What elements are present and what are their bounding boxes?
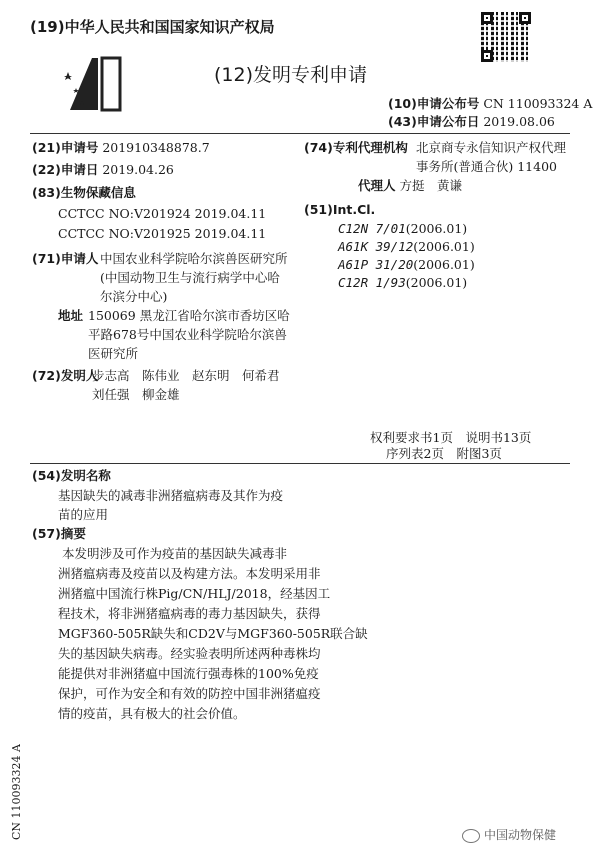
abstract-label: (57)摘要 bbox=[32, 526, 86, 541]
abstract-line: 能提供对非洲猪瘟中国流行强毒株的100%免疫 bbox=[58, 666, 319, 681]
ipc-code: C12R 1/93 bbox=[338, 275, 406, 290]
abstract-line: MGF360-505R缺失和CD2V与MGF360-505R联合缺 bbox=[58, 626, 368, 641]
bio-deposit-label: (83)生物保藏信息 bbox=[32, 185, 136, 200]
applicant-label: (71)申请人 bbox=[32, 251, 99, 266]
address-label: 地址 bbox=[58, 308, 84, 323]
pub-no-label: (10)申请公布号 bbox=[388, 96, 480, 111]
inventors-line-1: 步志高 陈伟业 赵东明 何希君 bbox=[92, 368, 280, 383]
app-date: 2019.04.26 bbox=[102, 162, 174, 177]
ipc-code: A61P 31/20 bbox=[338, 257, 414, 272]
page-count-line-2: 序列表2页 附图3页 bbox=[386, 446, 502, 461]
ipc-item bbox=[338, 257, 475, 273]
ipc-item bbox=[338, 221, 467, 237]
address-line-3: 医研究所 bbox=[88, 346, 139, 361]
agent-label: 代理人 bbox=[358, 178, 396, 193]
ipc-code: A61K 39/12 bbox=[338, 239, 414, 254]
document-type: (12)发明专利申请 bbox=[214, 64, 368, 86]
pub-no: CN 110093324 A bbox=[483, 96, 593, 111]
ipc-version: (2006.01) bbox=[413, 239, 475, 254]
inventor-label: (72)发明人 bbox=[32, 368, 99, 383]
address-line-1: 150069 黑龙江省哈尔滨市香坊区哈 bbox=[88, 308, 290, 323]
page-count-line-1: 权利要求书1页 说明书13页 bbox=[370, 430, 532, 445]
agency-label: (74)专利代理机构 bbox=[304, 140, 408, 155]
applicant-line-2: (中国动物卫生与流行病学中心哈 bbox=[100, 270, 280, 285]
abstract-line: 保护，可作为安全和有效的防控中国非洲猪瘟疫 bbox=[58, 686, 321, 701]
ipc-item bbox=[338, 239, 475, 255]
bio-deposit-1: CCTCC NO:V201924 2019.04.11 bbox=[58, 206, 267, 221]
pub-date-label: (43)申请公布日 bbox=[388, 114, 480, 129]
watermark bbox=[462, 826, 556, 843]
office-name: (19)中华人民共和国国家知识产权局 bbox=[30, 18, 275, 36]
title-label: (54)发明名称 bbox=[32, 468, 111, 483]
pub-date: 2019.08.06 bbox=[483, 114, 555, 129]
wechat-icon bbox=[462, 829, 480, 843]
app-no: 201910348878.7 bbox=[102, 140, 210, 155]
abstract-line: 情的疫苗，具有极大的社会价值。 bbox=[58, 706, 246, 721]
ipc-item bbox=[338, 275, 467, 291]
int-cl-label: (51)Int.Cl. bbox=[304, 202, 376, 217]
ipc-version: (2006.01) bbox=[413, 257, 475, 272]
agency-line-1: 北京商专永信知识产权代理 bbox=[416, 140, 567, 155]
body-divider bbox=[30, 463, 570, 464]
agency-line-2: 事务所(普通合伙) 11400 bbox=[416, 159, 557, 174]
ipc-version: (2006.01) bbox=[405, 221, 468, 236]
address-line-2: 平路678号中国农业科学院哈尔滨兽 bbox=[88, 327, 287, 342]
qr-code-icon bbox=[481, 12, 531, 62]
invention-title-line-2: 苗的应用 bbox=[58, 507, 109, 522]
abstract-line: 本发明涉及可作为疫苗的基因缺失减毒非 bbox=[62, 546, 288, 561]
abstract-line: 失的基因缺失病毒。经实验表明所述两种毒株均 bbox=[58, 646, 321, 661]
inventors-line-2: 刘任强 柳金雄 bbox=[92, 387, 180, 402]
app-no-label: (21)申请号 bbox=[32, 140, 99, 155]
invention-title-line-1: 基因缺失的减毒非洲猪瘟病毒及其作为疫 bbox=[58, 488, 284, 503]
applicant-line-1: 中国农业科学院哈尔滨兽医研究所 bbox=[100, 251, 288, 266]
bio-deposit-2: CCTCC NO:V201925 2019.04.11 bbox=[58, 226, 267, 241]
watermark-text: 中国动物保健 bbox=[484, 828, 557, 842]
ipc-version: (2006.01) bbox=[405, 275, 468, 290]
abstract-line: 程技术，将非洲猪瘟病毒的毒力基因缺失，获得 bbox=[58, 606, 321, 621]
header-divider bbox=[30, 133, 570, 134]
applicant-line-3: 尔滨分中心) bbox=[100, 289, 168, 304]
ipc-code: C12N 7/01 bbox=[338, 221, 406, 236]
app-date-label: (22)申请日 bbox=[32, 162, 99, 177]
agent-names: 方挺 黄谦 bbox=[399, 178, 463, 193]
abstract-line: 洲猪瘟病毒及疫苗以及构建方法。本发明采用非 bbox=[58, 566, 321, 581]
cnipa-logo-icon bbox=[62, 52, 124, 112]
side-pub-number: CN 110093324 A bbox=[10, 744, 23, 840]
abstract-line: 洲猪瘟中国流行株Pig/CN/HLJ/2018，经基因工 bbox=[58, 586, 331, 601]
